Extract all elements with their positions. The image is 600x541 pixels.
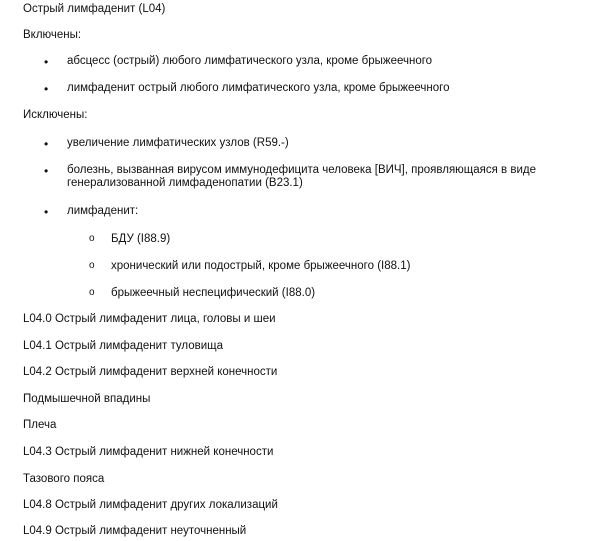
document-heading: Острый лимфаденит (L04) [23, 3, 166, 15]
excluded-label: Исключены: [23, 109, 88, 121]
sub-item-text: хронический или подострый, кроме брыжеечного (I88.1) [111, 260, 411, 272]
sub-item-text: брыжеечный неспецифический (I88.0) [111, 287, 316, 299]
code-line: Тазового пояса [23, 473, 105, 485]
code-line: L04.8 Острый лимфаденит других локализаций [23, 499, 278, 511]
sub-item-text: БДУ (I88.9) [111, 233, 171, 245]
excluded-item-text: болезнь, вызванная вирусом иммунодефицита человека [ВИЧ], проявляющаяся в виде генерализованной лимфаденопатии (B23.1) [67, 164, 536, 189]
bullet-icon: • [44, 82, 49, 96]
bullet-icon: • [44, 205, 49, 219]
code-line: L04.0 Острый лимфаденит лица, головы и шеи [23, 313, 276, 325]
excluded-item-text: лимфаденит: [67, 205, 139, 217]
code-line: L04.9 Острый лимфаденит неуточненный [23, 525, 247, 537]
circle-bullet-icon: o [89, 287, 95, 298]
excluded-item-text: увеличение лимфатических узлов (R59.-) [67, 137, 289, 149]
bullet-icon: • [44, 137, 49, 151]
code-line: L04.3 Острый лимфаденит нижней конечности [23, 446, 274, 458]
code-line: Плеча [23, 419, 57, 431]
bullet-icon: • [44, 164, 49, 178]
included-item-text: абсцесс (острый) любого лимфатического узла, кроме брыжеечного [67, 55, 433, 67]
code-line: L04.2 Острый лимфаденит верхней конечности [23, 366, 278, 378]
code-line: Подмышечной впадины [23, 393, 151, 405]
circle-bullet-icon: o [89, 233, 95, 244]
included-label: Включены: [23, 29, 82, 41]
included-item-text: лимфаденит острый любого лимфатического узла, кроме брыжеечного [67, 82, 450, 94]
circle-bullet-icon: o [89, 260, 95, 271]
code-line: L04.1 Острый лимфаденит туловища [23, 340, 223, 352]
bullet-icon: • [44, 55, 49, 69]
